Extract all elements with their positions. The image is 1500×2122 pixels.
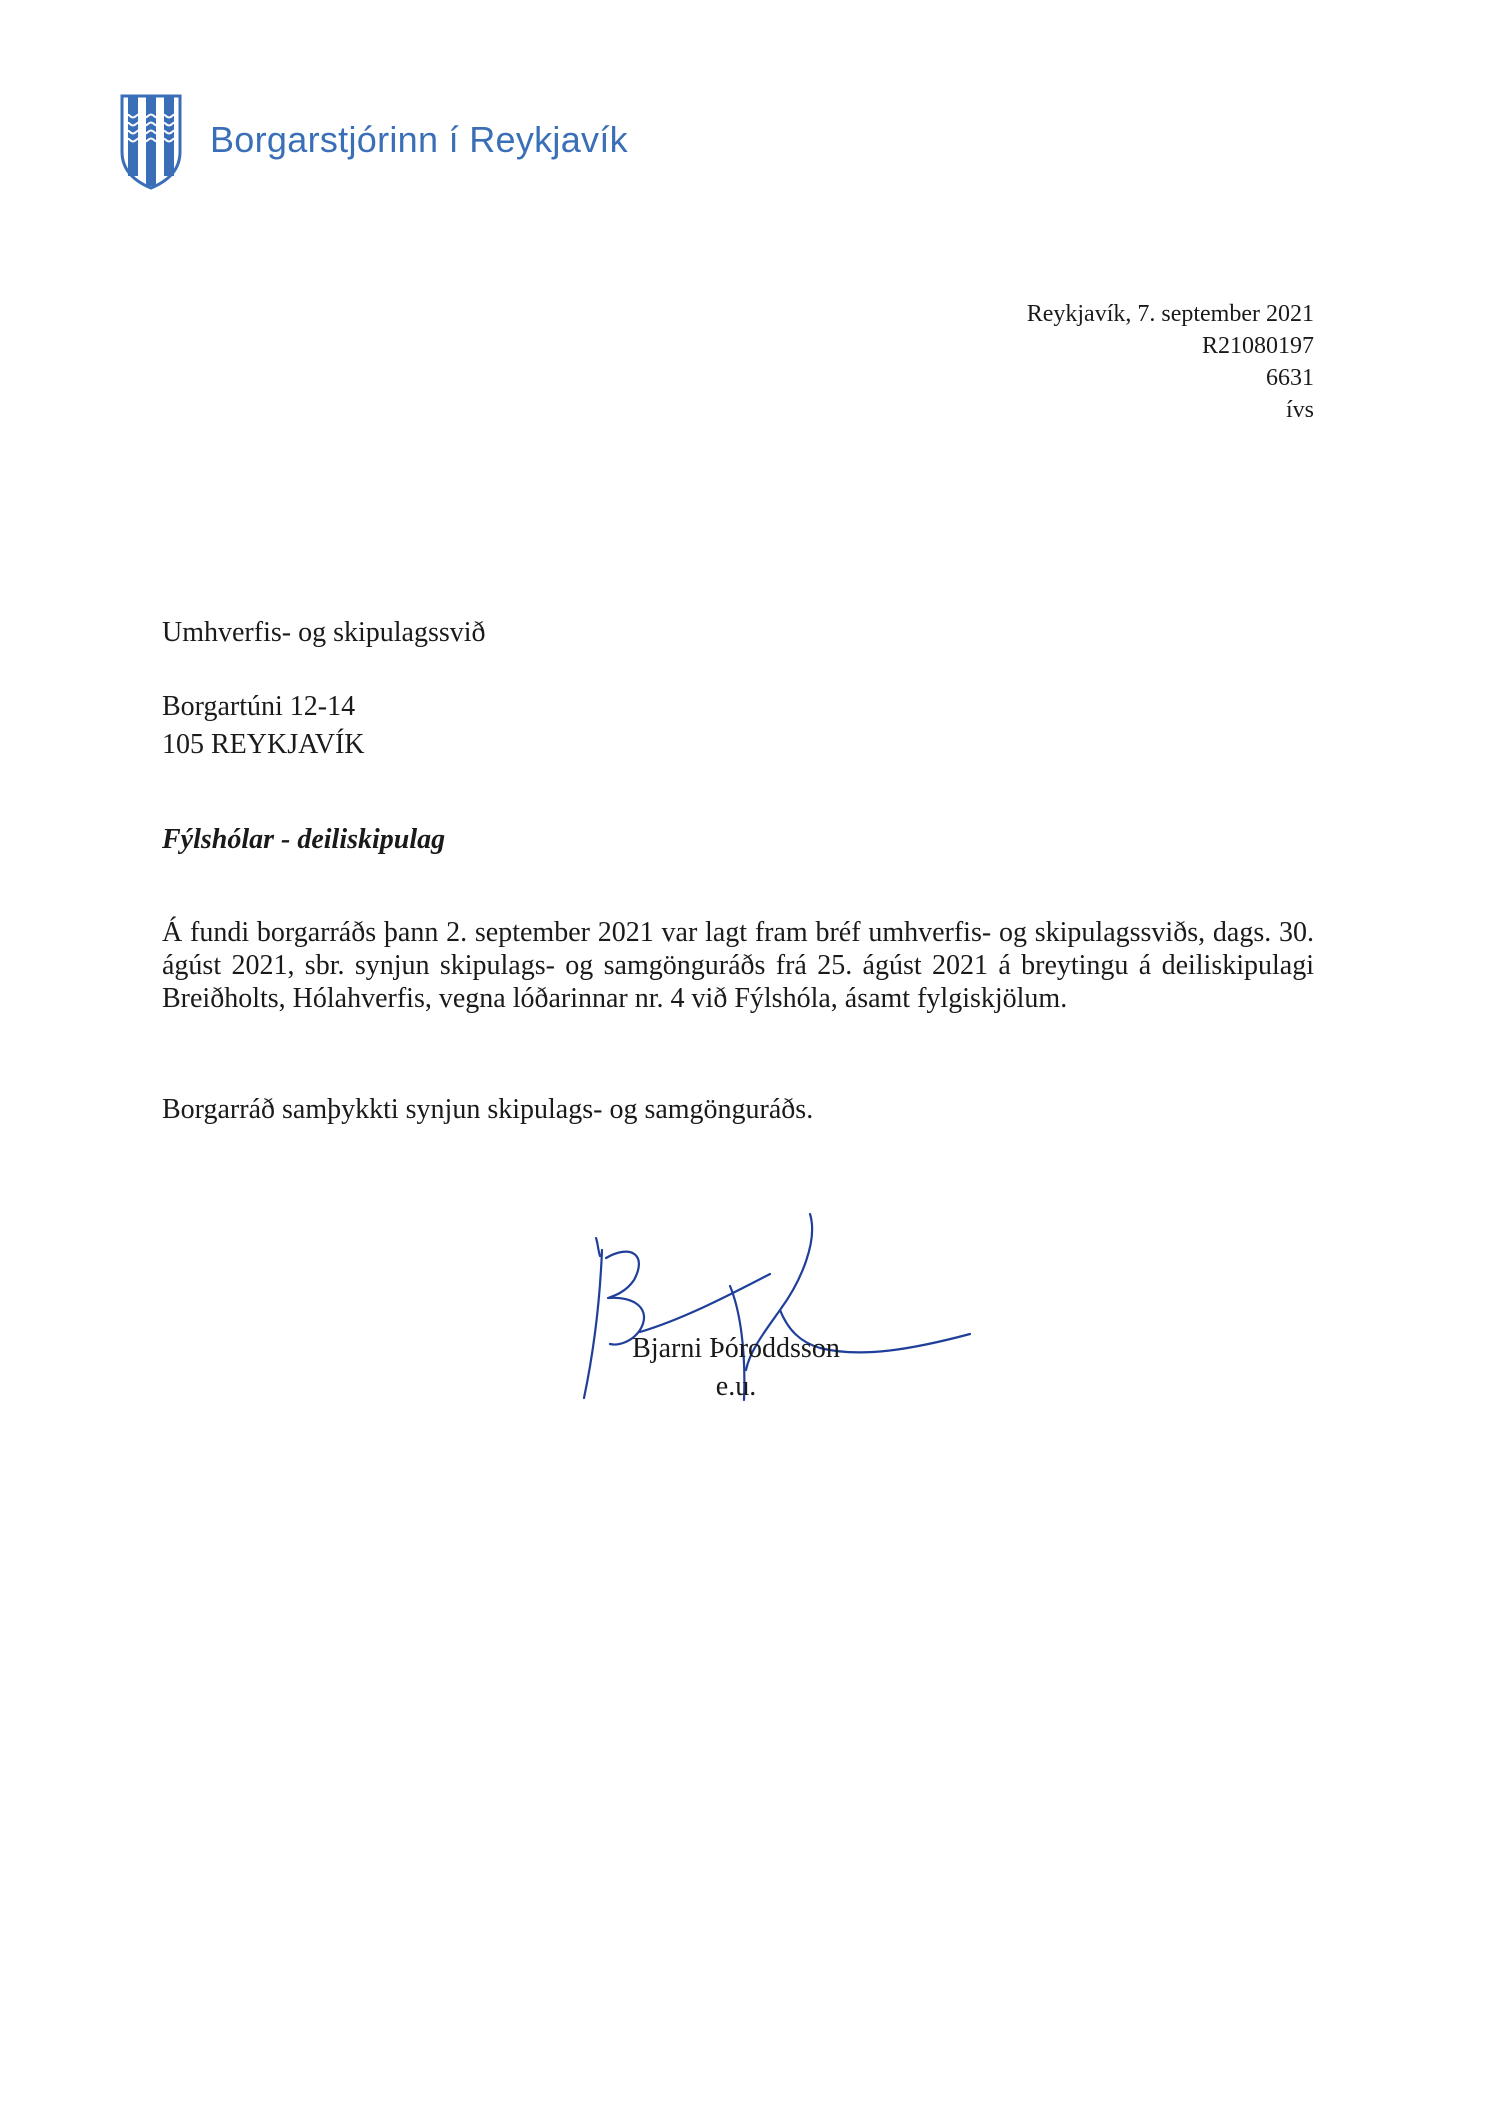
signatory-name: Bjarni Þóroddsson bbox=[632, 1333, 840, 1364]
recipient-street: Borgartúni 12-14 bbox=[162, 691, 356, 722]
letterhead bbox=[120, 94, 628, 190]
body-paragraph-1: Á fundi borgarráðs þann 2. september 2021 var lagt fram bréf umhverfis- og skipulagssviðs, dags. 30. ágúst 2021, sbr. synjun skipulags- og samgönguráðs frá 25. ágúst 2021 á breytingu á deiliskipulagi Breiðholts, Hólahverfis, vegna lóðarinnar nr. 4 við Fýlshóla, ásamt fylgiskjölum. bbox=[162, 917, 1314, 1014]
recipient-address bbox=[162, 688, 365, 764]
reykjavik-crest-icon bbox=[120, 94, 182, 190]
signature-block bbox=[620, 1330, 852, 1406]
author-initials: ívs bbox=[1285, 397, 1314, 423]
signatory-suffix: e.u. bbox=[715, 1371, 757, 1402]
document-number: 6631 bbox=[1266, 365, 1314, 391]
recipient-postal-city: 105 REYKJAVÍK bbox=[162, 729, 365, 760]
recipient-name: Umhverfis- og skipulagssvið bbox=[162, 617, 486, 648]
place-date: Reykjavík, 7. september 2021 bbox=[1026, 301, 1314, 327]
body-paragraph-2: Borgarráð samþykkti synjun skipulags- og samgönguráðs. bbox=[162, 1094, 814, 1125]
letter-subject: Fýlshólar - deiliskipulag bbox=[162, 824, 446, 855]
organization-name: Borgarstjórinn í Reykjavík bbox=[210, 119, 628, 160]
case-number: R21080197 bbox=[1201, 333, 1314, 359]
reference-block bbox=[1027, 298, 1314, 426]
